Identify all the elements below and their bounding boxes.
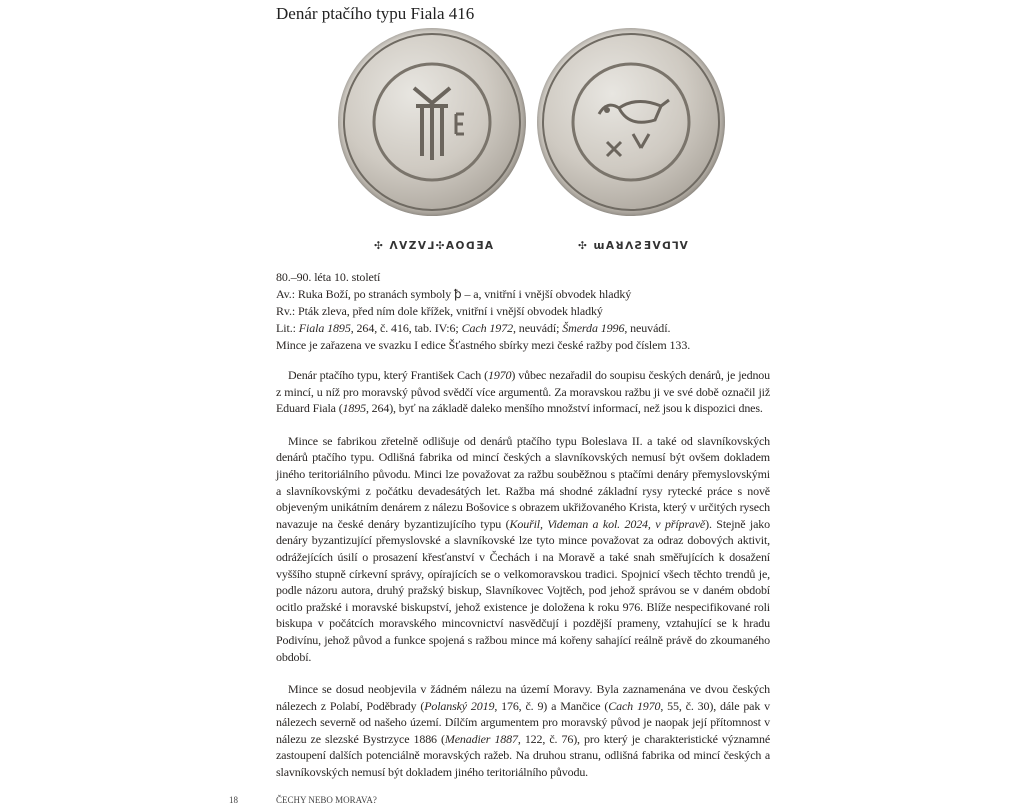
info-line xyxy=(276,269,770,286)
hand-of-god-icon xyxy=(338,28,526,216)
text-run: Av.: Ruka Boží, po stranách symboly ꝥ – a, vnitřní i vnější obvodek hladký xyxy=(276,287,632,301)
paragraph-3 xyxy=(276,681,770,781)
page-number: 18 xyxy=(229,794,238,805)
text-run: Denár ptačího typu, který František Cach ( xyxy=(288,368,488,382)
text-run: Mince se fabrikou zřetelně odlišuje od denárů ptačího typu Boleslava II. a také od slavníkovských denárů ptačího typu. Odlišná fabrika od mincí českých a slavníkovských nemusí být ovšem dokladem jiného teritoriálního původu. Minci lze považovat za ražbu souběžnou s ptačími denáry přemyslovskými a slavníkovskými z počátku devadesátých let. Ražba má shodné základní rysy rytecké práce s nově objeveným unikátním denárem z nálezu Bošovice s obrazem ukřižovaného Krista, který v určitých rysech navazuje na české denáry byzantizujícího typu ( xyxy=(276,433,770,531)
coin-obverse-image xyxy=(338,28,526,216)
citation-text: Cach 1970 xyxy=(608,698,661,713)
obverse-legend: ✣ ΛVZV⅃✣AOᗡƎA xyxy=(374,240,495,252)
paragraph-1 xyxy=(276,367,770,417)
bird-icon xyxy=(537,28,725,216)
coin-reverse-image xyxy=(537,28,725,216)
text-run: ). Stejně jako denáry byzantizující přemyslovské a slavníkovské lze tyto mince považovat za odraz dobových aktivit, odrážejících úsilí o prosazení křesťanství v Čechách i na Moravě a také snah směřujících k dosažení vyššího stupně církevní správy, opírajících se o velkomoravskou tradici. Spojnicí všech těchto trendů je, podle názoru autora, druhý pražský biskup, Slavníkovec Vojtěch, pod jehož správou se v daném období ocitlo pražské i moravské biskupství, jehož existence je doložena k roku 976. Blíže nespecifikované roli biskupa v počátcích moravského mincovnictví nasvědčují i pozdější prameny, vztahující se k hradu Podivínu, jehož původ a funkce spojená s ražbou mince má kořeny sahající reálně právě do zkoumaného období. xyxy=(276,516,770,664)
text-run: Lit.: xyxy=(276,321,299,335)
page-footer xyxy=(229,781,774,811)
text-run: , neuvádí. xyxy=(624,321,671,335)
text-run: Mince je zařazena ve svazku I edice Šťastného sbírky mezi české ražby pod číslem 133. xyxy=(276,338,691,352)
citation-text: Cach 1972 xyxy=(461,321,513,335)
running-title: ČECHY NEBO MORAVA? xyxy=(276,794,377,805)
text-run: , 264, č. 416, tab. IV:6; xyxy=(350,321,462,335)
text-column xyxy=(229,269,774,811)
citation-text: Menadier 1887 xyxy=(444,731,518,746)
text-run: 80.–90. léta 10. století xyxy=(276,270,381,284)
citation-text: Polanský 2019 xyxy=(424,698,495,713)
info-line xyxy=(276,320,770,337)
citation-text: 1970 xyxy=(487,368,512,382)
citation-text: Kouřil, Videman a kol. 2024, v přípravě xyxy=(509,516,706,531)
text-run: , 122, č. 76), pro který je charakteristické významné zastoupení dalších potenciálně moravských ražeb. Na druhou stranu, odlišná fabrika od mincí českých a slavníkovských nemusí být dokladem jiného teritoriálního původu. xyxy=(276,731,771,780)
reverse-legend: ✣ ɯAꓤꓥƧƎVᗡꓶV xyxy=(578,240,690,252)
text-run: Mince se dosud neobjevila v žádném nálezu na území Moravy. Byla zaznamenána ve dvou českých nálezech z Polabí, Poděbrady ( xyxy=(276,682,770,713)
text-run: , 264), byť na základě daleko menšího množství informací, než jsou k dispozici dnes. xyxy=(365,401,763,416)
info-line xyxy=(276,303,770,320)
page-title: Denár ptačího typu Fiala 416 xyxy=(276,4,475,23)
text-run: , 55, č. 30), dále pak v nálezech severně od našeho území. Dílčím argumentem pro moravský původ je naopak její přítomnost v nálezu ze slezské Bystrzyce 1886 ( xyxy=(276,698,771,746)
text-run: ) vůbec nezařadil do soupisu českých denárů, je jednou z mincí, u níž pro moravský původ svědčí více argumentů. Za moravskou ražbu ji ve své době označil již Eduard Fiala ( xyxy=(276,368,770,416)
coin-catalog-info xyxy=(276,269,770,354)
citation-text: Fiala 1895 xyxy=(298,321,351,335)
info-line xyxy=(276,286,770,303)
citation-text: Šmerda 1996 xyxy=(562,321,625,335)
text-run: , 176, č. 9) a Mančice ( xyxy=(494,698,609,713)
text-run: , neuvádí; xyxy=(513,321,563,335)
text-run: Rv.: Pták zleva, před ním dole křížek, vnitřní i vnější obvodek hladký xyxy=(276,304,603,318)
citation-text: 1895 xyxy=(342,401,366,416)
paragraph-2 xyxy=(276,433,770,665)
info-line xyxy=(276,337,770,354)
